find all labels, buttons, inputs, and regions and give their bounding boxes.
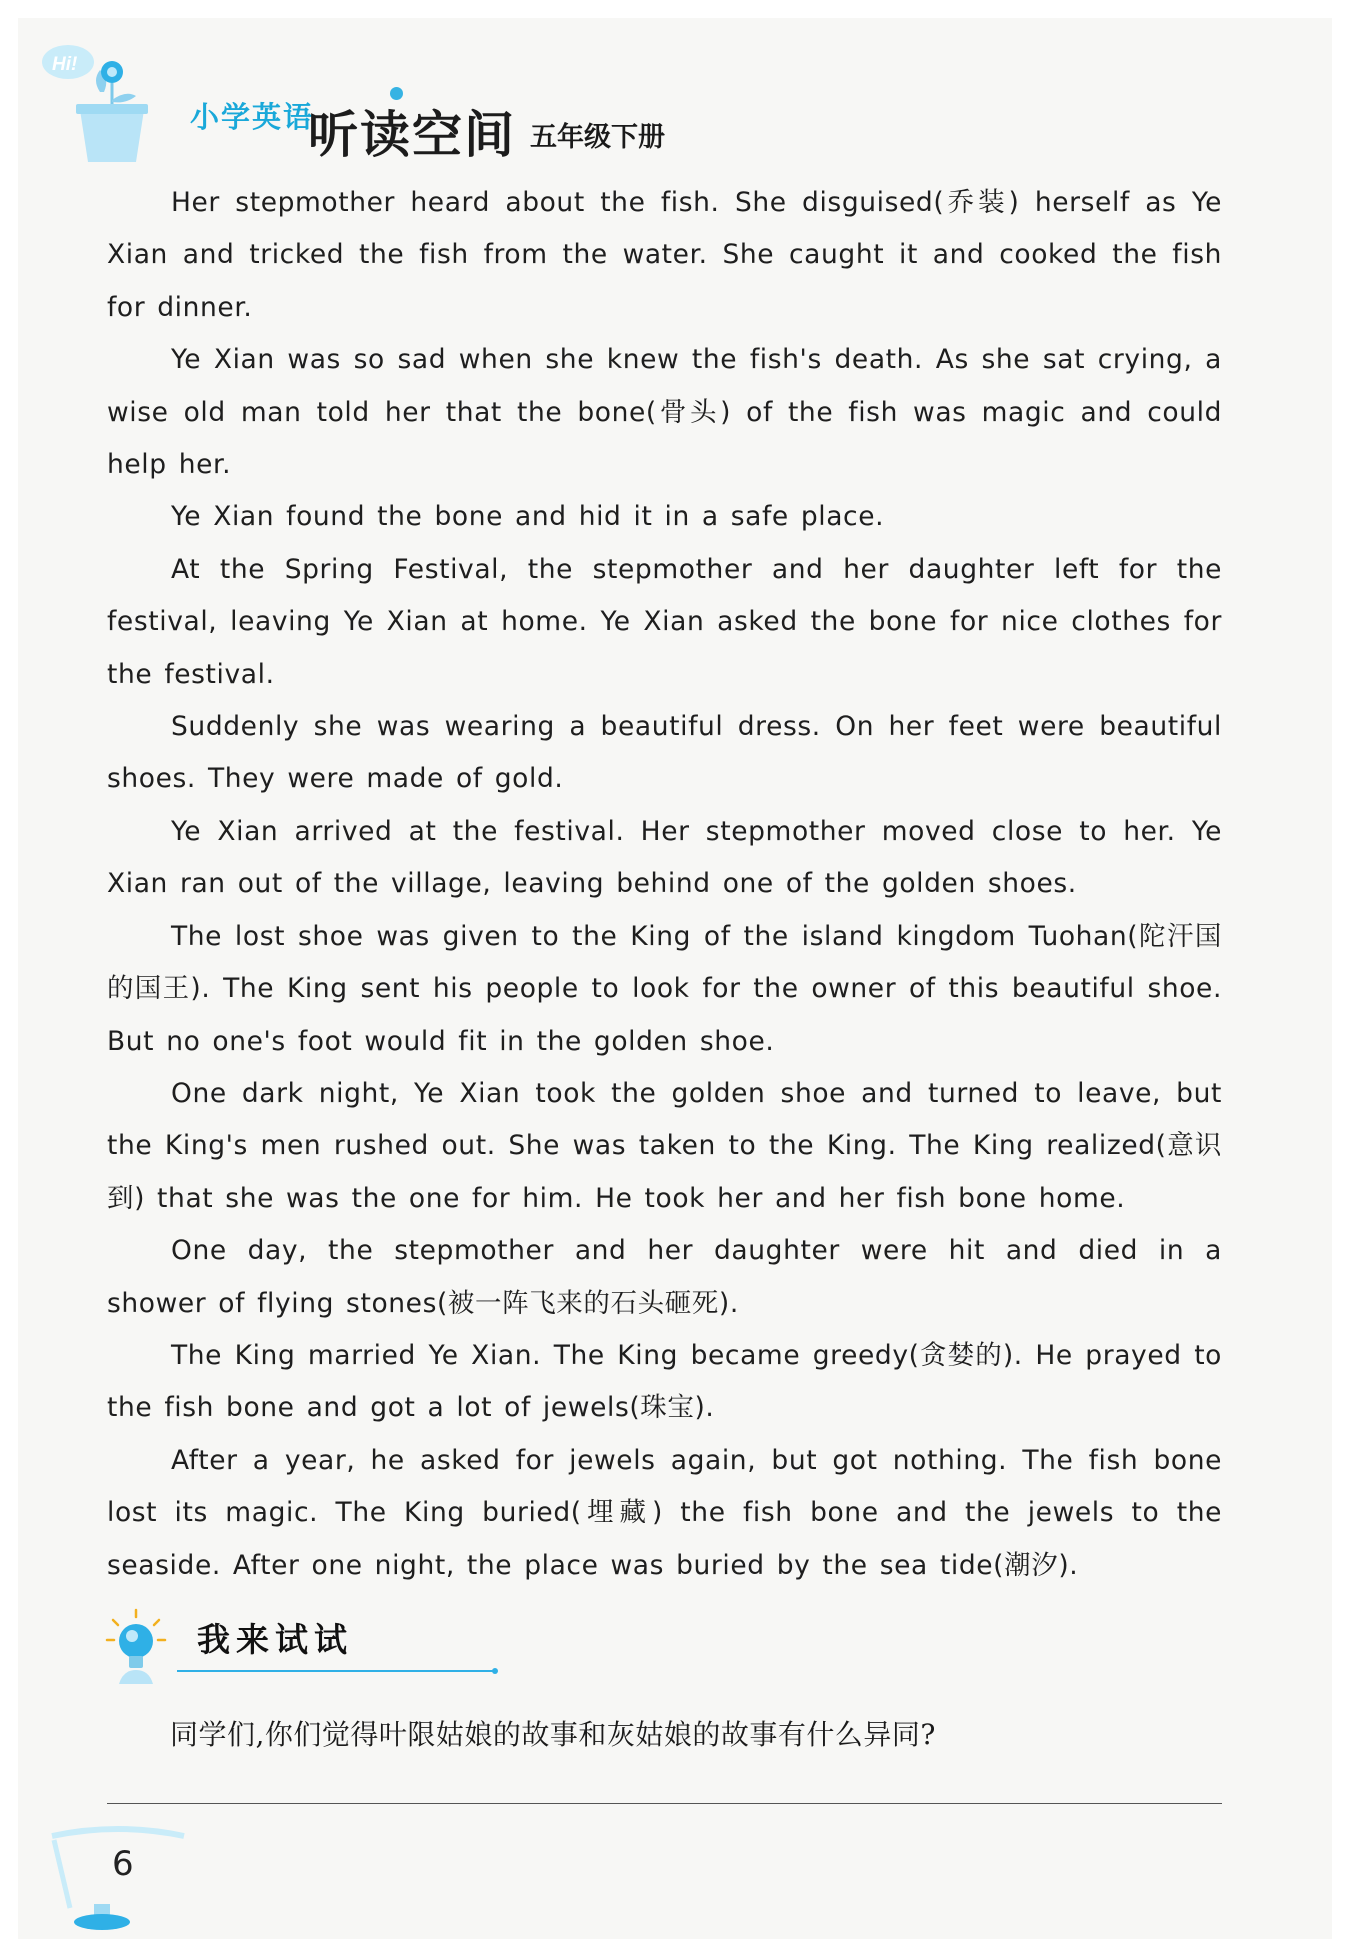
story-text — [107, 177, 1222, 1592]
grade-label: 五年级下册 — [530, 122, 665, 153]
title-underline — [177, 1668, 499, 1674]
paragraph: One day, the stepmother and her daughter were hit and died in a shower of flying stones(被一阵飞来的石头砸死). — [107, 1235, 1222, 1319]
flower-pot-icon — [40, 40, 190, 170]
paragraph: Ye Xian found the bone and hid it in a safe place. — [171, 501, 885, 533]
try-it-title: 我来试试 — [197, 1620, 353, 1659]
book-title — [308, 95, 516, 167]
paragraph: Suddenly she was wearing a beautiful dress. On her feet were beautiful shoes. They were made of gold. — [107, 711, 1222, 795]
lightbulb-icon — [105, 1608, 167, 1686]
paragraph: The King married Ye Xian. The King became greedy(贪婪的). He prayed to the fish bone and got a lot of jewels(珠宝). — [107, 1339, 1222, 1424]
paragraph: Ye Xian arrived at the festival. Her stepmother moved close to her. Ye Xian ran out of the village, leaving behind one of the golden shoes. — [107, 815, 1222, 900]
paragraph: At the Spring Festival, the stepmother and her daughter left for the festival, leaving Ye Xian at home. Ye Xian asked the bone for nice clothes for the festival. — [107, 553, 1222, 690]
page-header — [40, 40, 940, 170]
series-title: 小学英语 — [190, 100, 315, 134]
logo-text: Hi! — [52, 54, 78, 75]
try-it-section — [105, 1608, 505, 1688]
discussion-question: 同学们,你们觉得叶限姑娘的故事和灰姑娘的故事有什么异同? — [170, 1718, 936, 1751]
title-dot — [390, 87, 403, 100]
paragraph: The lost shoe was given to the King of the island kingdom Tuohan(陀汗国的国王). The King sent his people to look for the owner of this beautiful shoe. But no one's foot would fit in the golden shoe. — [107, 920, 1222, 1057]
paragraph: Her stepmother heard about the fish. She disguised(乔装) herself as Ye Xian and tricked the fish from the water. She caught it and cooked the fish for dinner. — [107, 187, 1222, 323]
paragraph: Ye Xian was so sad when she knew the fish's death. As she sat crying, a wise old man told her that the bone(骨头) of the fish was magic and could help her. — [107, 344, 1222, 481]
answer-line — [107, 1803, 1222, 1804]
paragraph: After a year, he asked for jewels again, but got nothing. The fish bone lost its magic. The King buried(埋藏) the fish bone and the jewels to the seaside. After one night, the place was buried by the sea tide(潮汐). — [107, 1444, 1222, 1581]
paragraph: One dark night, Ye Xian took the golden shoe and turned to leave, but the King's men rushed out. She was taken to the King. The King realized(意识到) that she was the one for him. He took her and her fish bone home. — [107, 1077, 1222, 1214]
page-number: 6 — [112, 1844, 134, 1884]
book-title-text: 听读空间 — [308, 106, 516, 164]
